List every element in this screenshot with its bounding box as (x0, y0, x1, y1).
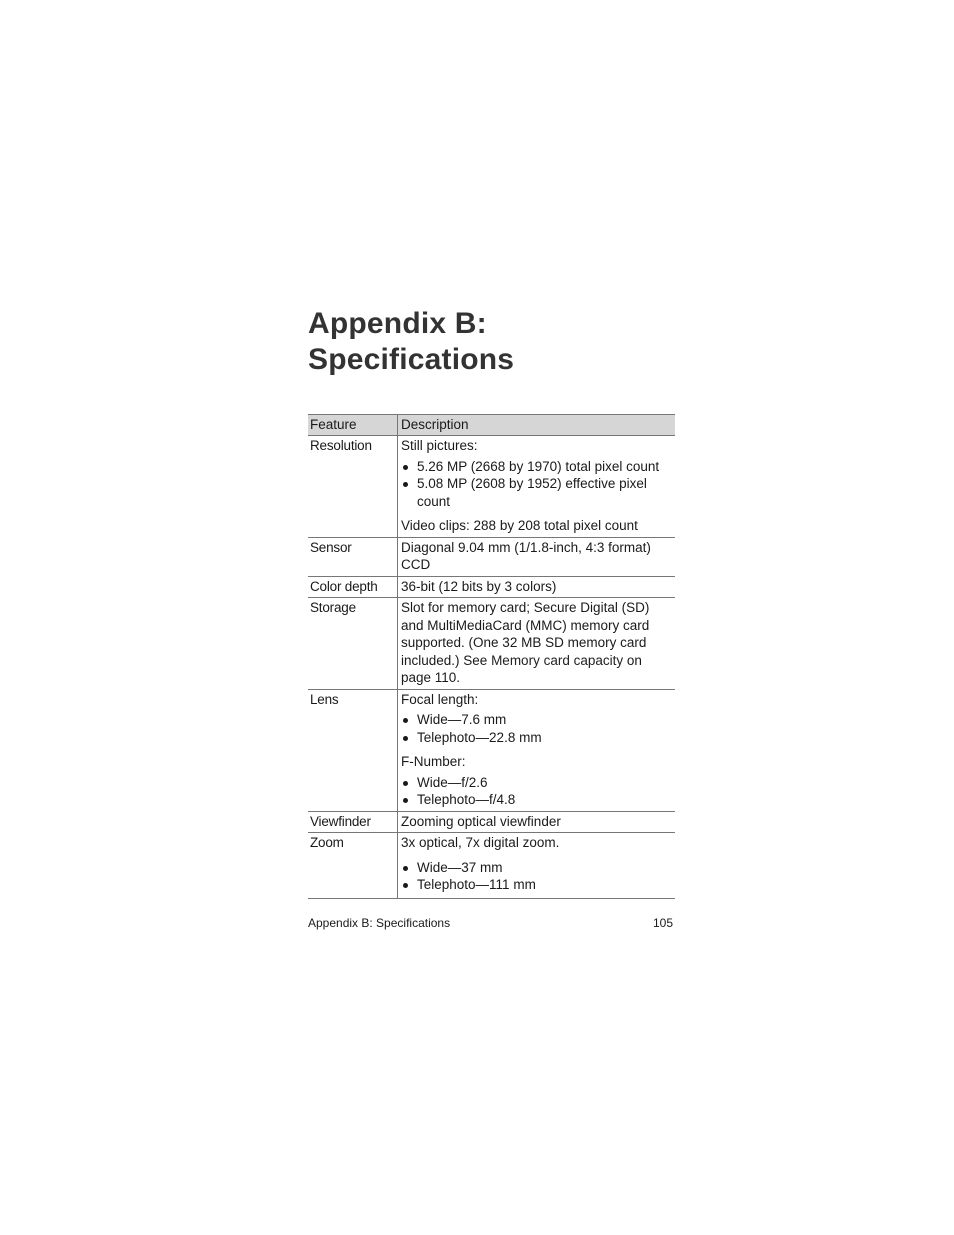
table-row (308, 598, 675, 690)
feature-color-depth: Color depth (308, 576, 398, 598)
list-item: Telephoto—22.8 mm (401, 729, 672, 747)
resolution-bullets (401, 458, 672, 511)
list-item: Telephoto—f/4.8 (401, 791, 672, 809)
description-viewfinder: Zooming optical viewfinder (398, 811, 676, 833)
lens-focal-label: Focal length: (401, 691, 479, 707)
description-zoom (398, 833, 676, 899)
title-line-1: Appendix B: (308, 307, 487, 340)
zoom-intro: 3x optical, 7x digital zoom. (401, 835, 560, 850)
storage-text-after: on page 110. (401, 652, 642, 685)
table-row (308, 576, 675, 598)
description-lens (398, 689, 676, 811)
footer-section-title: Appendix B: Specifications (308, 916, 451, 930)
description-storage (398, 598, 676, 690)
resolution-outro: Video clips: 288 by 208 total pixel count (401, 518, 638, 533)
list-item: 5.08 MP (2608 by 1952) effective pixel count (401, 475, 672, 510)
feature-viewfinder: Viewfinder (308, 811, 398, 833)
table-row (308, 689, 675, 811)
list-item: Telephoto—111 mm (401, 876, 672, 894)
lens-fnumber-bullets (401, 774, 672, 809)
list-item: Wide—f/2.6 (401, 774, 672, 792)
feature-storage: Storage (308, 598, 398, 690)
list-item: Wide—37 mm (401, 859, 672, 877)
header-description: Description (398, 415, 676, 436)
feature-zoom: Zoom (308, 833, 398, 899)
table-row (308, 436, 675, 538)
header-feature: Feature (308, 415, 398, 436)
list-item: 5.26 MP (2668 by 1970) total pixel count (401, 458, 672, 476)
zoom-bullets (401, 859, 672, 894)
storage-text-before: Slot for memory card; Secure Digital (SD) and MultiMediaCard (MMC) memory card supported. (One 32 MB SD memory card included.) See (401, 600, 650, 668)
description-resolution (398, 436, 676, 538)
description-sensor: Diagonal 9.04 mm (1/1.8-inch, 4:3 format) CCD (398, 537, 676, 576)
table-row (308, 811, 675, 833)
title-line-2: Specifications (308, 343, 515, 376)
resolution-intro: Still pictures: (401, 438, 478, 453)
lens-focal-bullets (401, 711, 672, 746)
memory-card-capacity-link[interactable]: Memory card capacity (491, 652, 624, 668)
lens-fnumber-label: F-Number: (401, 754, 466, 769)
feature-lens: Lens (308, 689, 398, 811)
page-title (308, 306, 514, 378)
page-number: 105 (653, 916, 674, 930)
table-row (308, 537, 675, 576)
description-color-depth: 36-bit (12 bits by 3 colors) (398, 576, 676, 598)
feature-resolution: Resolution (308, 436, 398, 538)
table-header-row (308, 415, 675, 436)
list-item: Wide—7.6 mm (401, 711, 672, 729)
specifications-table (308, 414, 675, 899)
table-row (308, 833, 675, 899)
feature-sensor: Sensor (308, 537, 398, 576)
